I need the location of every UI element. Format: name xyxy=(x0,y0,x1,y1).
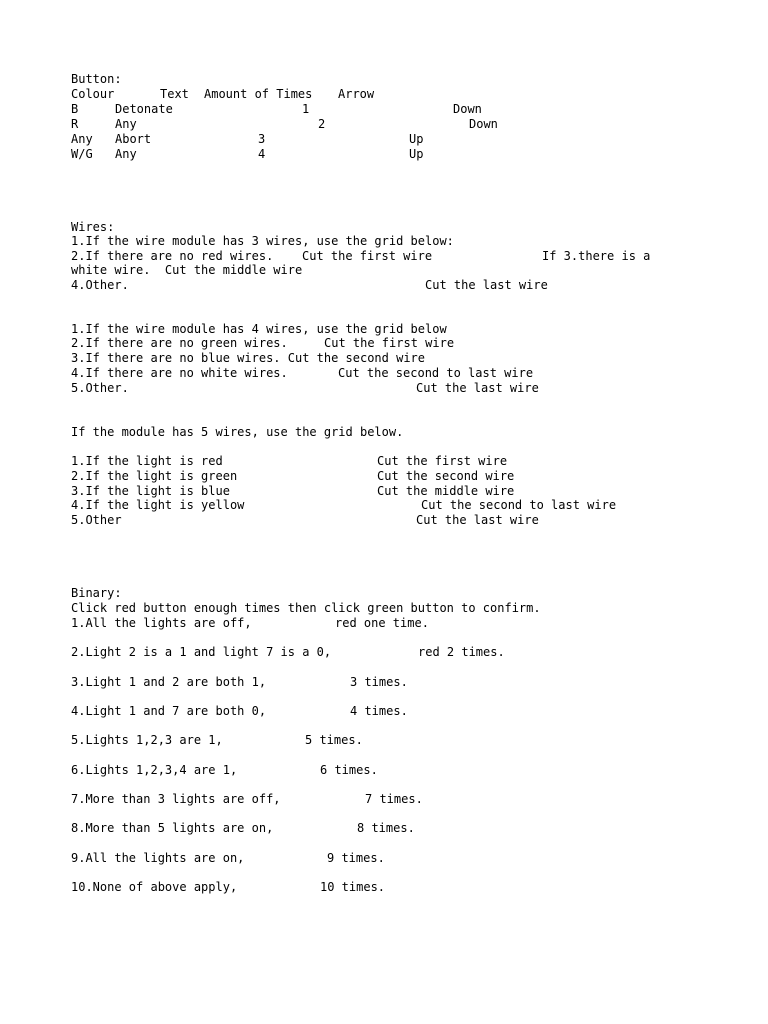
wires-section-title: Wires: xyxy=(71,220,115,234)
wires3-line-3: white wire. Cut the middle wire xyxy=(71,263,303,277)
wires5-row-condition: 2.If the light is green xyxy=(71,469,238,483)
row-text: Any xyxy=(115,117,137,131)
binary-rule xyxy=(0,733,768,748)
wires4-line-2 xyxy=(0,336,768,351)
binary-rule-action: 4 times. xyxy=(350,704,408,718)
binary-rule-action: 7 times. xyxy=(365,792,423,806)
binary-rule-action: red one time. xyxy=(335,616,429,630)
wires3-line-2 xyxy=(0,249,768,264)
row-colour: R xyxy=(71,117,79,131)
wires5-row-condition: 3.If the light is blue xyxy=(71,484,230,498)
row-arrow: Up xyxy=(409,132,424,146)
wires4-line-3: 3.If there are no blue wires. Cut the second wire xyxy=(71,351,426,365)
wires4-line-5 xyxy=(0,381,768,396)
wires3-line-4 xyxy=(0,278,768,293)
binary-rule-condition: 6.Lights 1,2,3,4 are 1, xyxy=(71,763,238,777)
header-arrow: Arrow xyxy=(338,87,375,101)
header-times: Amount of Times xyxy=(204,87,313,101)
wires5-row-condition: 4.If the light is yellow xyxy=(71,498,245,512)
row-colour: Any xyxy=(71,132,93,146)
binary-intro: Click red button enough times then click green button to confirm. xyxy=(71,601,541,615)
binary-rule-action: 6 times. xyxy=(320,763,378,777)
wires3-line-2-tail: If 3.there is a xyxy=(542,249,651,263)
wires4-line-5-condition: 5.Other. xyxy=(71,381,129,395)
binary-rule xyxy=(0,675,768,690)
wires5-row-condition: 1.If the light is red xyxy=(71,454,223,468)
binary-rule-action: 5 times. xyxy=(305,733,363,747)
wires5-row xyxy=(0,454,768,469)
row-times: 2 xyxy=(318,117,326,131)
wires4-line-5-action: Cut the last wire xyxy=(416,381,539,395)
row-arrow: Down xyxy=(469,117,498,131)
wires4-line-4-condition: 4.If there are no white wires. xyxy=(71,366,288,380)
wires4-line-4 xyxy=(0,366,768,381)
wires5-row xyxy=(0,513,768,528)
row-times: 4 xyxy=(258,147,266,161)
wires5-row-action: Cut the second to last wire xyxy=(421,498,617,512)
wires5-row-action: Cut the second wire xyxy=(377,469,515,483)
wires3-line-4-condition: 4.Other. xyxy=(71,278,129,292)
binary-rule-action: 10 times. xyxy=(320,880,386,894)
header-colour: Colour xyxy=(71,87,115,101)
button-table-row xyxy=(0,117,768,132)
row-times: 1 xyxy=(302,102,310,116)
wires3-line-1: 1.If the wire module has 3 wires, use the grid below: xyxy=(71,234,454,248)
binary-rule xyxy=(0,645,768,660)
binary-rule xyxy=(0,616,768,631)
binary-rule-condition: 2.Light 2 is a 1 and light 7 is a 0, xyxy=(71,645,332,659)
wires5-intro: If the module has 5 wires, use the grid below. xyxy=(71,425,404,439)
row-arrow: Up xyxy=(409,147,424,161)
binary-rule-condition: 5.Lights 1,2,3 are 1, xyxy=(71,733,223,747)
binary-section-title: Binary: xyxy=(71,586,122,600)
row-text: Abort xyxy=(115,132,152,146)
wires3-line-2-action: Cut the first wire xyxy=(302,249,433,263)
row-arrow: Down xyxy=(453,102,482,116)
button-table-row xyxy=(0,102,768,117)
row-text: Any xyxy=(115,147,137,161)
binary-rule xyxy=(0,821,768,836)
binary-rule-condition: 10.None of above apply, xyxy=(71,880,238,894)
binary-rule xyxy=(0,851,768,866)
wires5-row xyxy=(0,484,768,499)
wires4-line-2-condition: 2.If there are no green wires. xyxy=(71,336,288,350)
binary-rule-condition: 4.Light 1 and 7 are both 0, xyxy=(71,704,267,718)
binary-rule-condition: 1.All the lights are off, xyxy=(71,616,252,630)
button-table-header xyxy=(0,87,768,102)
button-table-row xyxy=(0,132,768,147)
wires3-line-4-action: Cut the last wire xyxy=(425,278,548,292)
wires5-row xyxy=(0,469,768,484)
wires5-row-condition: 5.Other xyxy=(71,513,122,527)
wires4-line-1: 1.If the wire module has 4 wires, use the grid below xyxy=(71,322,447,336)
wires5-row-action: Cut the middle wire xyxy=(377,484,515,498)
row-colour: W/G xyxy=(71,147,93,161)
binary-rule-condition: 9.All the lights are on, xyxy=(71,851,245,865)
button-section-title: Button: xyxy=(71,72,122,86)
wires4-line-4-action: Cut the second to last wire xyxy=(338,366,534,380)
wires3-line-2-condition: 2.If there are no red wires. xyxy=(71,249,274,263)
binary-rule-action: red 2 times. xyxy=(418,645,505,659)
row-colour: B xyxy=(71,102,79,116)
binary-rule xyxy=(0,792,768,807)
row-times: 3 xyxy=(258,132,266,146)
binary-rule-action: 3 times. xyxy=(350,675,408,689)
binary-rule-action: 8 times. xyxy=(357,821,415,835)
header-text: Text xyxy=(160,87,189,101)
binary-rule-condition: 3.Light 1 and 2 are both 1, xyxy=(71,675,267,689)
row-text: Detonate xyxy=(115,102,173,116)
button-table-row xyxy=(0,147,768,162)
binary-rule xyxy=(0,880,768,895)
binary-rule xyxy=(0,763,768,778)
binary-rule xyxy=(0,704,768,719)
wires5-row-action: Cut the first wire xyxy=(377,454,508,468)
binary-rule-condition: 8.More than 5 lights are on, xyxy=(71,821,274,835)
binary-rule-condition: 7.More than 3 lights are off, xyxy=(71,792,281,806)
wires4-line-2-action: Cut the first wire xyxy=(324,336,455,350)
binary-rule-action: 9 times. xyxy=(327,851,385,865)
wires5-row-action: Cut the last wire xyxy=(416,513,539,527)
wires5-row xyxy=(0,498,768,513)
